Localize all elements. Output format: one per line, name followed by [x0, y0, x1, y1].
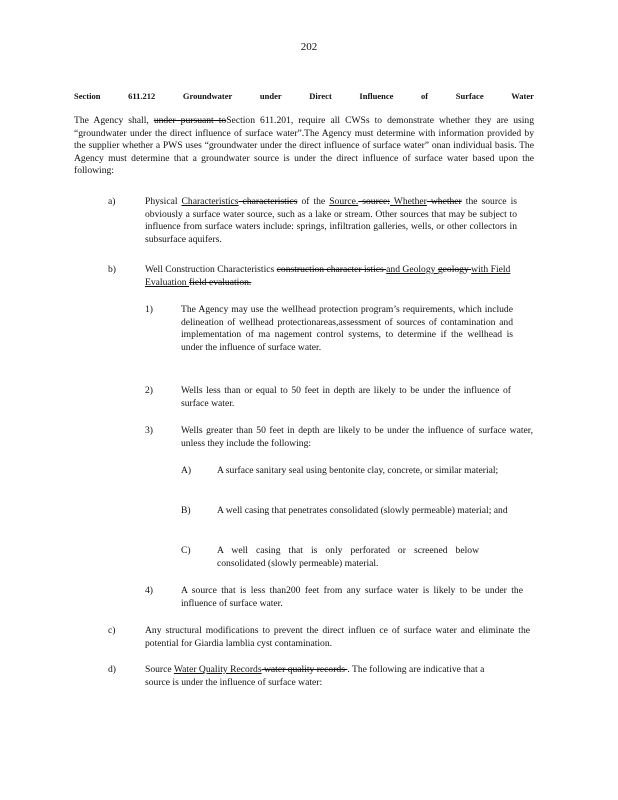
- deleted-text: under pursuant to: [153, 115, 227, 126]
- page-number: 202: [300, 41, 318, 53]
- item-d-label: d): [108, 664, 116, 675]
- subsubitem-text: A well casing that penetrates consolidated (slowly permeable) material; and: [217, 505, 508, 516]
- text-run: Well Construction Characteristics: [145, 264, 277, 275]
- text-run: Physical: [145, 196, 182, 207]
- heading-word: Groundwater: [182, 91, 233, 101]
- section-heading: [74, 91, 534, 101]
- subitem-label: 3): [145, 425, 153, 436]
- subsubitem-label: A): [181, 465, 192, 476]
- inserted-text: and Geology: [386, 264, 438, 275]
- subsubitem-label: B): [181, 505, 191, 516]
- subitem-text: Wells greater than 50 feet in depth are likely to be under the influence of surface water, unless they include the following:: [181, 425, 533, 449]
- inserted-text: with Field Evaluation: [145, 264, 511, 288]
- inserted-text: Characteristics: [181, 196, 239, 207]
- subsubitem-label: C): [181, 545, 191, 556]
- item-c-text: Any structural modifications to prevent the direct influen ce of surface water and eliminate the potential for Giardia lamblia cyst contamination.: [145, 625, 530, 649]
- subsubitem-text: A well casing that is only perforated or screened below consolidated (slowly permeable) material.: [217, 545, 479, 569]
- intro-paragraph: [74, 115, 534, 178]
- subitem-text: The Agency may use the wellhead protection program’s requirements, which include delineation of wellhead protectionareas,assessment of sources of contamination and implementation of ma nagement control systems, to determine if the wellhead is under the influence of surface water.: [181, 304, 513, 353]
- heading-word: Water: [511, 91, 534, 101]
- heading-word: Surface: [455, 91, 484, 101]
- heading-word: Direct: [309, 91, 332, 101]
- text-run: Source: [145, 664, 174, 675]
- heading-word: of: [421, 91, 429, 101]
- subitem-text: A source that is less than200 feet from any surface water is likely to be under the influence of surface water.: [181, 585, 523, 609]
- subitem-label: 2): [145, 385, 153, 396]
- item-b-label: b): [108, 264, 116, 275]
- deleted-text: source:: [358, 196, 390, 207]
- item-a-text: [145, 196, 517, 246]
- subitem-label: 4): [145, 585, 153, 596]
- heading-section-word: Section: [74, 91, 101, 101]
- heading-word: Influence: [359, 91, 394, 101]
- text-run: the source is obviously a surface water source, such as a lake or stream. Other sources that may be subject to influence from surface waters include: springs, infiltration galleries, wells, or other collectors in subsurface aquifers.: [145, 196, 517, 245]
- subitem-text: Wells less than or equal to 50 feet in depth are likely to be under the influence of surface water.: [181, 385, 511, 409]
- deleted-text: whether: [426, 196, 462, 207]
- subsubitem-text: A surface sanitary seal using bentonite clay, concrete, or similar material;: [217, 465, 499, 476]
- item-c-label: c): [108, 625, 116, 636]
- heading-section-number: 611.212: [128, 91, 156, 101]
- item-d-text: [145, 664, 495, 689]
- text-run: . The following are indicative that a source is under the influence of surface water:: [145, 664, 485, 688]
- deleted-text: characteristics: [238, 196, 298, 207]
- text-run: of the: [297, 196, 330, 207]
- item-a-label: a): [108, 196, 116, 207]
- inserted-text: Source.: [329, 196, 359, 207]
- heading-word: under: [259, 91, 282, 101]
- intro-text: Section 611.201, require all CWSs to demonstrate whether they are using “groundwater under the direct influence of surface water”.The Agency must determine with information provided by the supplier whether a PWS uses “groundwater under the direct influence of surface water” onan individual basis. The Agency must determine that a groundwater source is under the direct influence of surface water based upon the following:: [74, 115, 534, 177]
- deleted-text: construction character istics: [276, 264, 387, 275]
- subitem-label: 1): [145, 304, 153, 315]
- inserted-text: Water Quality Records: [173, 664, 262, 675]
- deleted-text: water quality records: [261, 664, 348, 675]
- intro-text: The Agency shall,: [74, 115, 154, 126]
- deleted-text: geology: [437, 264, 472, 275]
- inserted-text: Whether: [389, 196, 427, 207]
- deleted-text: field evaluation.: [188, 276, 252, 288]
- item-b-text: [145, 264, 517, 289]
